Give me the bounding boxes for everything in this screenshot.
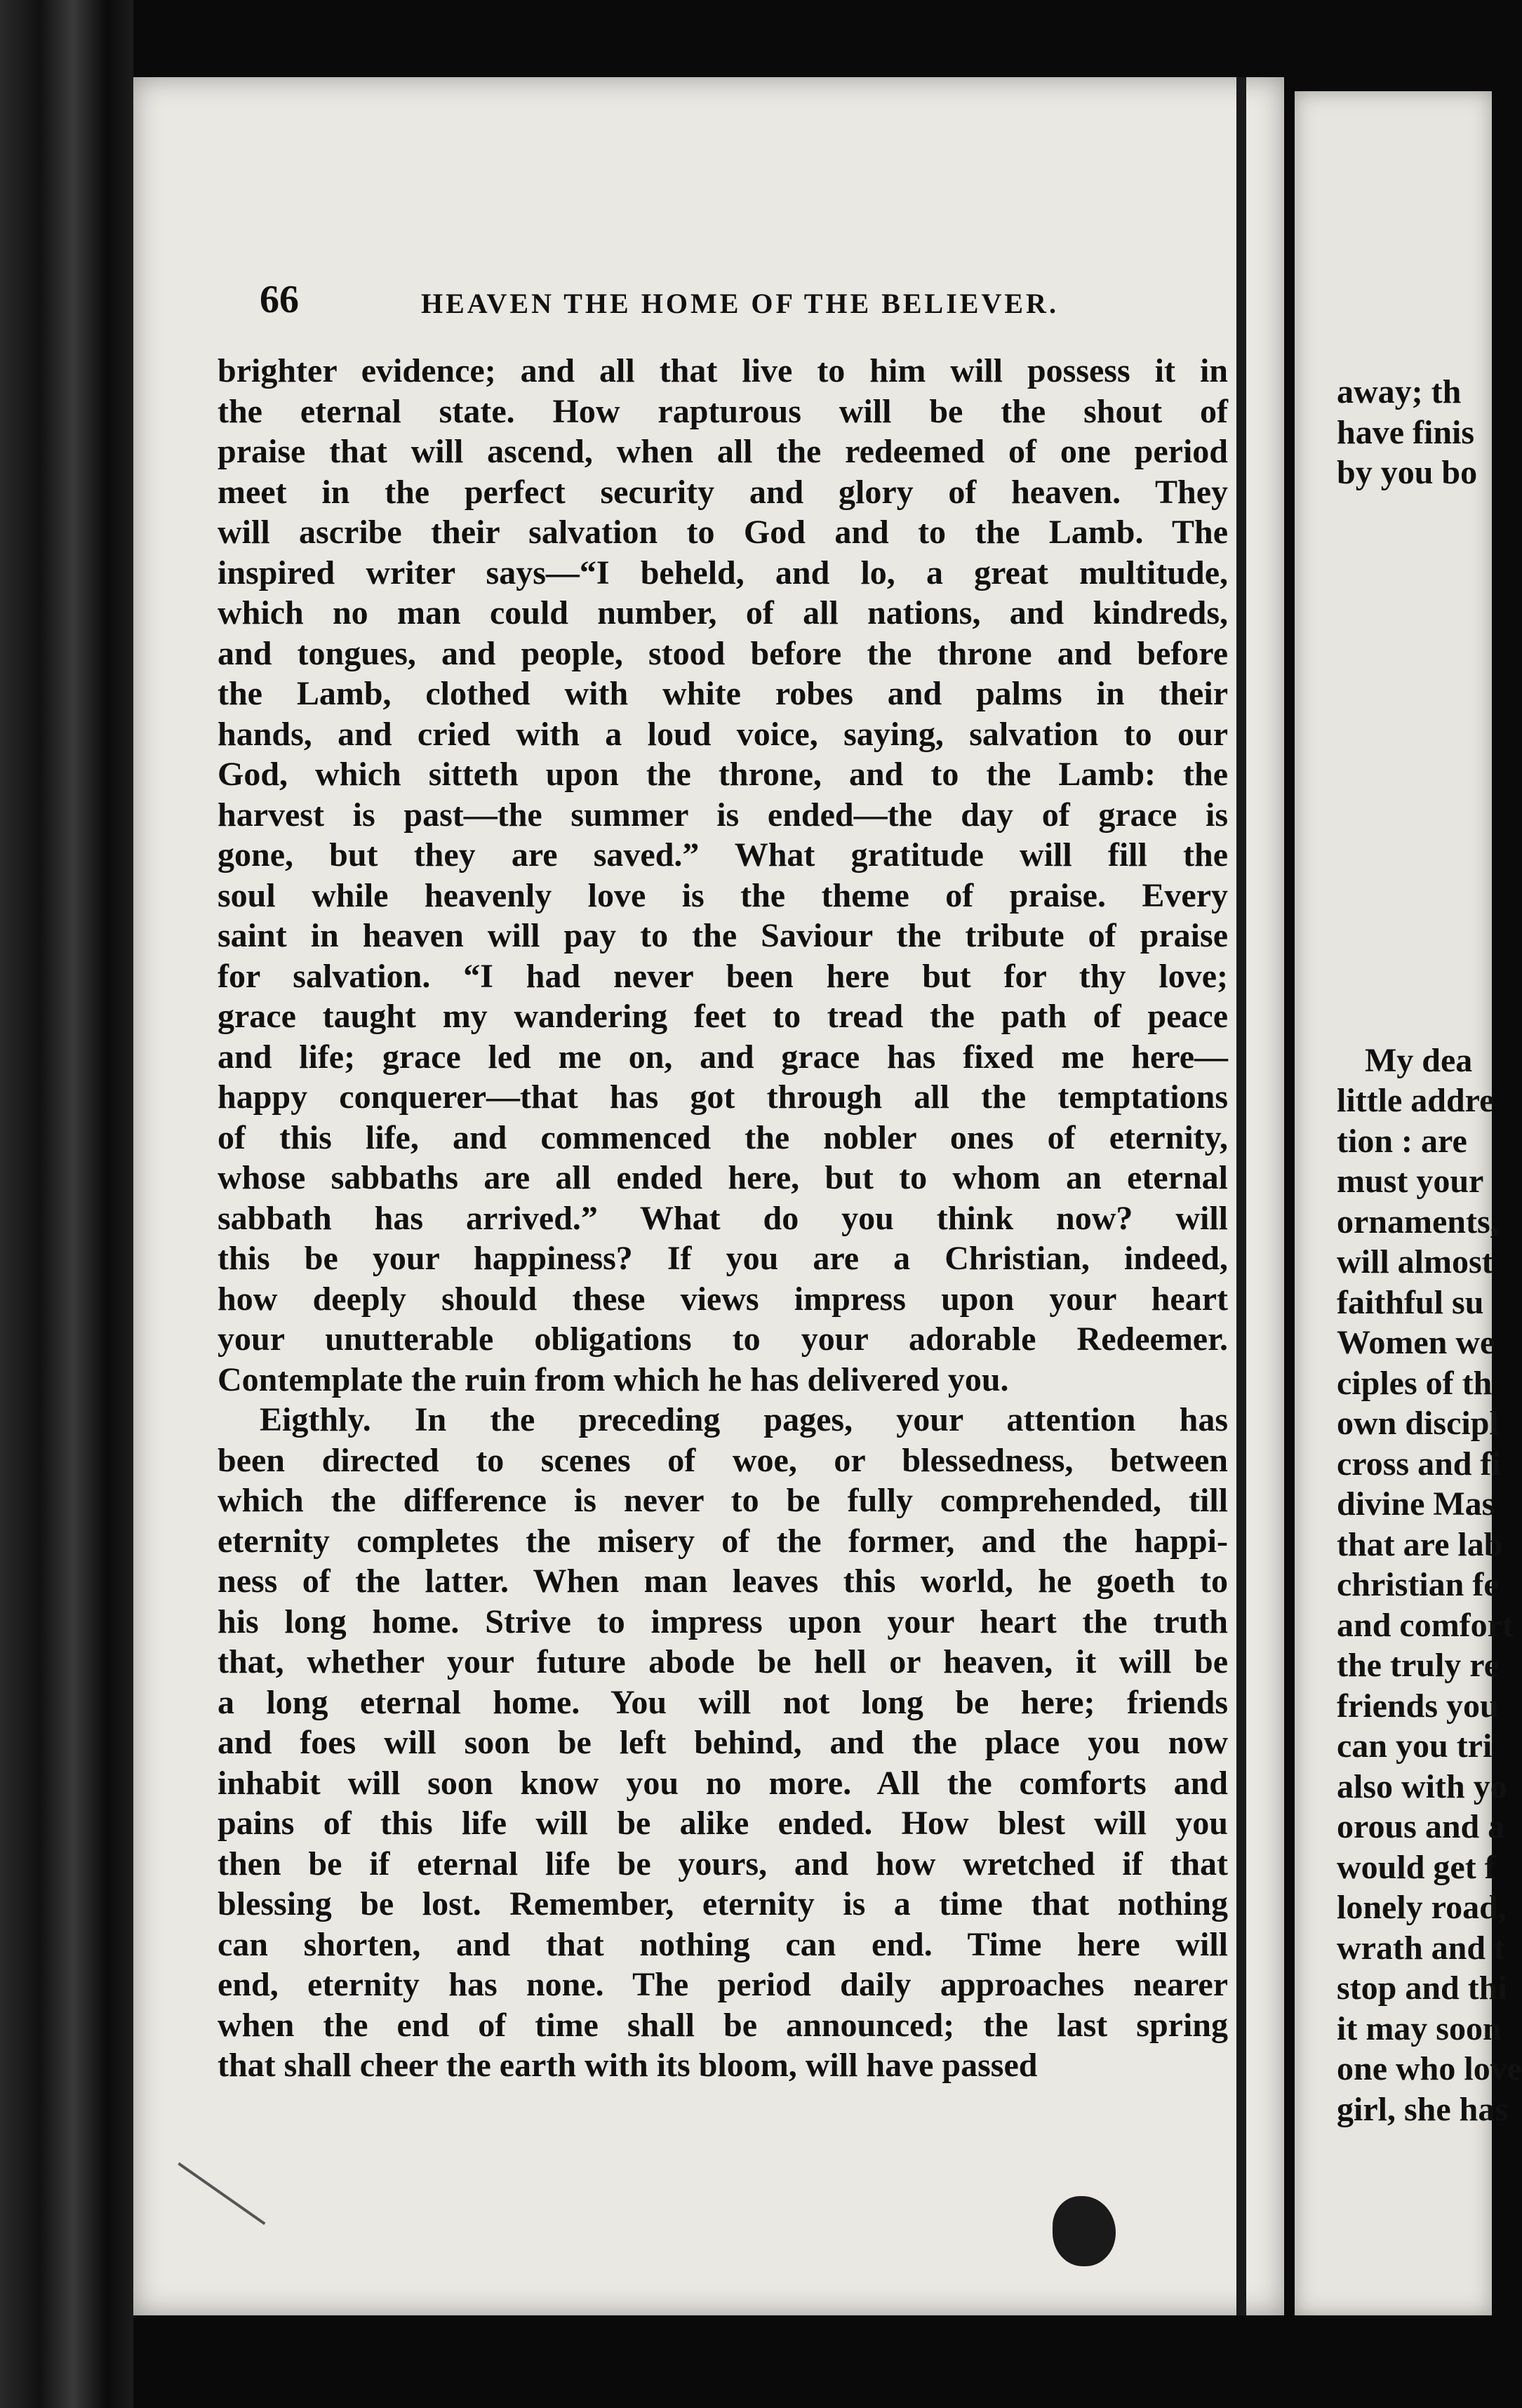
text-line: and life; grace led me on, and grace has fixed me here— (218, 1038, 1228, 1076)
text-line: for salvation. “I had never been here but for thy love; (218, 957, 1228, 995)
text-line: harvest is past—the summer is ended—the day of grace is (218, 796, 1228, 834)
right-text-line: little addre (1337, 1082, 1495, 1119)
right-text-line: it may soon (1337, 2009, 1502, 2047)
text-line: soul while heavenly love is the theme of praise. Every (218, 876, 1228, 914)
right-text-line: also with yo (1337, 1767, 1507, 1805)
text-line: praise that will ascend, when all the redeemed of one period (218, 433, 1228, 470)
right-page-text (1337, 372, 1522, 2129)
right-text-line: faithful su (1337, 1283, 1484, 1321)
text-line: pains of this life will be alike ended. How blest will you (218, 1805, 1228, 1842)
right-text-line: have finis (1337, 413, 1475, 451)
right-text-line: must your (1337, 1163, 1484, 1200)
left-page-text (218, 351, 1228, 2086)
text-line: which no man could number, of all nations, and kindreds, (218, 594, 1228, 631)
right-text-line: My dea (1365, 1041, 1473, 1079)
text-line: the Lamb, clothed with white robes and palms in their (218, 675, 1228, 712)
ink-blot (1053, 2196, 1116, 2266)
text-line: Contemplate the ruin from which he has delivered you. (218, 1360, 1009, 1398)
text-line: his long home. Strive to impress upon your heart the truth (218, 1603, 1228, 1640)
text-line: can shorten, and that nothing can end. Time here will (218, 1925, 1228, 1963)
right-text-line: ciples of th (1337, 1364, 1493, 1402)
text-line: of this life, and commenced the nobler ones of eternity, (218, 1118, 1228, 1156)
right-text-line: one who love (1337, 2050, 1522, 2087)
text-line: your unutterable obligations to your adorable Redeemer. (218, 1320, 1228, 1358)
text-line: how deeply should these views impress upon your heart (218, 1280, 1228, 1318)
text-line: God, which sitteth upon the throne, and to the Lamb: the (218, 756, 1228, 793)
right-text-line: ornaments, (1337, 1203, 1499, 1240)
text-line: saint in heaven will pay to the Saviour the tribute of praise (218, 917, 1228, 954)
book-spine (0, 0, 133, 2408)
text-line: whose sabbaths are all ended here, but to whom an eternal (218, 1159, 1228, 1196)
right-text-line: divine Mas (1337, 1485, 1495, 1523)
text-line: that, whether your future abode be hell or heaven, it will be (218, 1643, 1228, 1680)
right-page-gap (1337, 493, 1519, 1041)
text-line: and tongues, and people, stood before the throne and before (218, 634, 1228, 672)
text-line: sabbath has arrived.” What do you think now? will (218, 1199, 1228, 1237)
right-text-line: that are lab (1337, 1525, 1503, 1563)
text-line: hands, and cried with a loud voice, saying, salvation to our (218, 715, 1228, 753)
right-text-line: by you bo (1337, 454, 1478, 491)
right-text-line: friends you (1337, 1687, 1499, 1725)
right-text-line: orous and a (1337, 1808, 1505, 1845)
right-text-line: away; th (1337, 373, 1462, 410)
right-text-line: the truly re (1337, 1647, 1500, 1684)
text-line: that shall cheer the earth with its bloom, will have passed (218, 2047, 1038, 2084)
right-text-line: can you tri (1337, 1727, 1493, 1765)
text-line: blessing be lost. Remember, eternity is a time that nothing (218, 1885, 1228, 1922)
text-line: which the difference is never to be fully comprehended, till (218, 1482, 1228, 1519)
running-title: HEAVEN THE HOME OF THE BELIEVER. (421, 288, 1059, 319)
right-text-line: will almost (1337, 1243, 1493, 1280)
text-line: inspired writer says—“I beheld, and lo, a great multitude, (218, 554, 1228, 591)
page-header (260, 277, 1207, 319)
text-line: end, eternity has none. The period daily approaches nearer (218, 1966, 1228, 2003)
text-line: Eigthly. In the preceding pages, your attention has (260, 1401, 1228, 1438)
right-text-line: Women we (1337, 1324, 1495, 1361)
text-line: brighter evidence; and all that live to him will possess it in (218, 352, 1228, 389)
text-line: been directed to scenes of woe, or blessedness, between (218, 1441, 1228, 1479)
text-line: then be if eternal life be yours, and how wretched if that (218, 1845, 1228, 1882)
right-text-line: christian fe (1337, 1566, 1499, 1603)
page-gutter (1236, 77, 1246, 2315)
text-line: meet in the perfect security and glory of heaven. They (218, 473, 1228, 511)
text-line: this be your happiness? If you are a Christian, indeed, (218, 1240, 1228, 1277)
text-line: the eternal state. How rapturous will be the shout of (218, 392, 1228, 430)
right-text-line: tion : are (1337, 1122, 1467, 1160)
text-line: will ascribe their salvation to God and to the Lamb. The (218, 514, 1228, 551)
right-text-line: girl, she has (1337, 2090, 1509, 2128)
text-line: inhabit will soon know you no more. All the comforts and (218, 1764, 1228, 1802)
text-line: ness of the latter. When man leaves this world, he goeth to (218, 1563, 1228, 1600)
text-line: and foes will soon be left behind, and the place you now (218, 1724, 1228, 1761)
right-text-line: lonely road, (1337, 1889, 1507, 1926)
right-text-line: would get f (1337, 1848, 1496, 1886)
text-line: when the end of time shall be announced; the last spring (218, 2006, 1228, 2044)
text-line: happy conquerer—that has got through all the temptations (218, 1078, 1228, 1116)
right-text-line: and comfort (1337, 1606, 1514, 1644)
page-number: 66 (260, 278, 299, 321)
text-line: a long eternal home. You will not long be here; friends (218, 1683, 1228, 1721)
text-line: grace taught my wandering feet to tread the path of peace (218, 998, 1228, 1035)
right-text-line: wrath and t (1337, 1929, 1506, 1967)
right-text-line: own discipl (1337, 1405, 1499, 1442)
text-line: eternity completes the misery of the former, and the happi- (218, 1522, 1228, 1560)
right-text-line: stop and thi (1337, 1969, 1507, 2007)
right-text-line: cross and fi (1337, 1445, 1501, 1483)
text-line: gone, but they are saved.” What gratitude will fill the (218, 836, 1228, 874)
